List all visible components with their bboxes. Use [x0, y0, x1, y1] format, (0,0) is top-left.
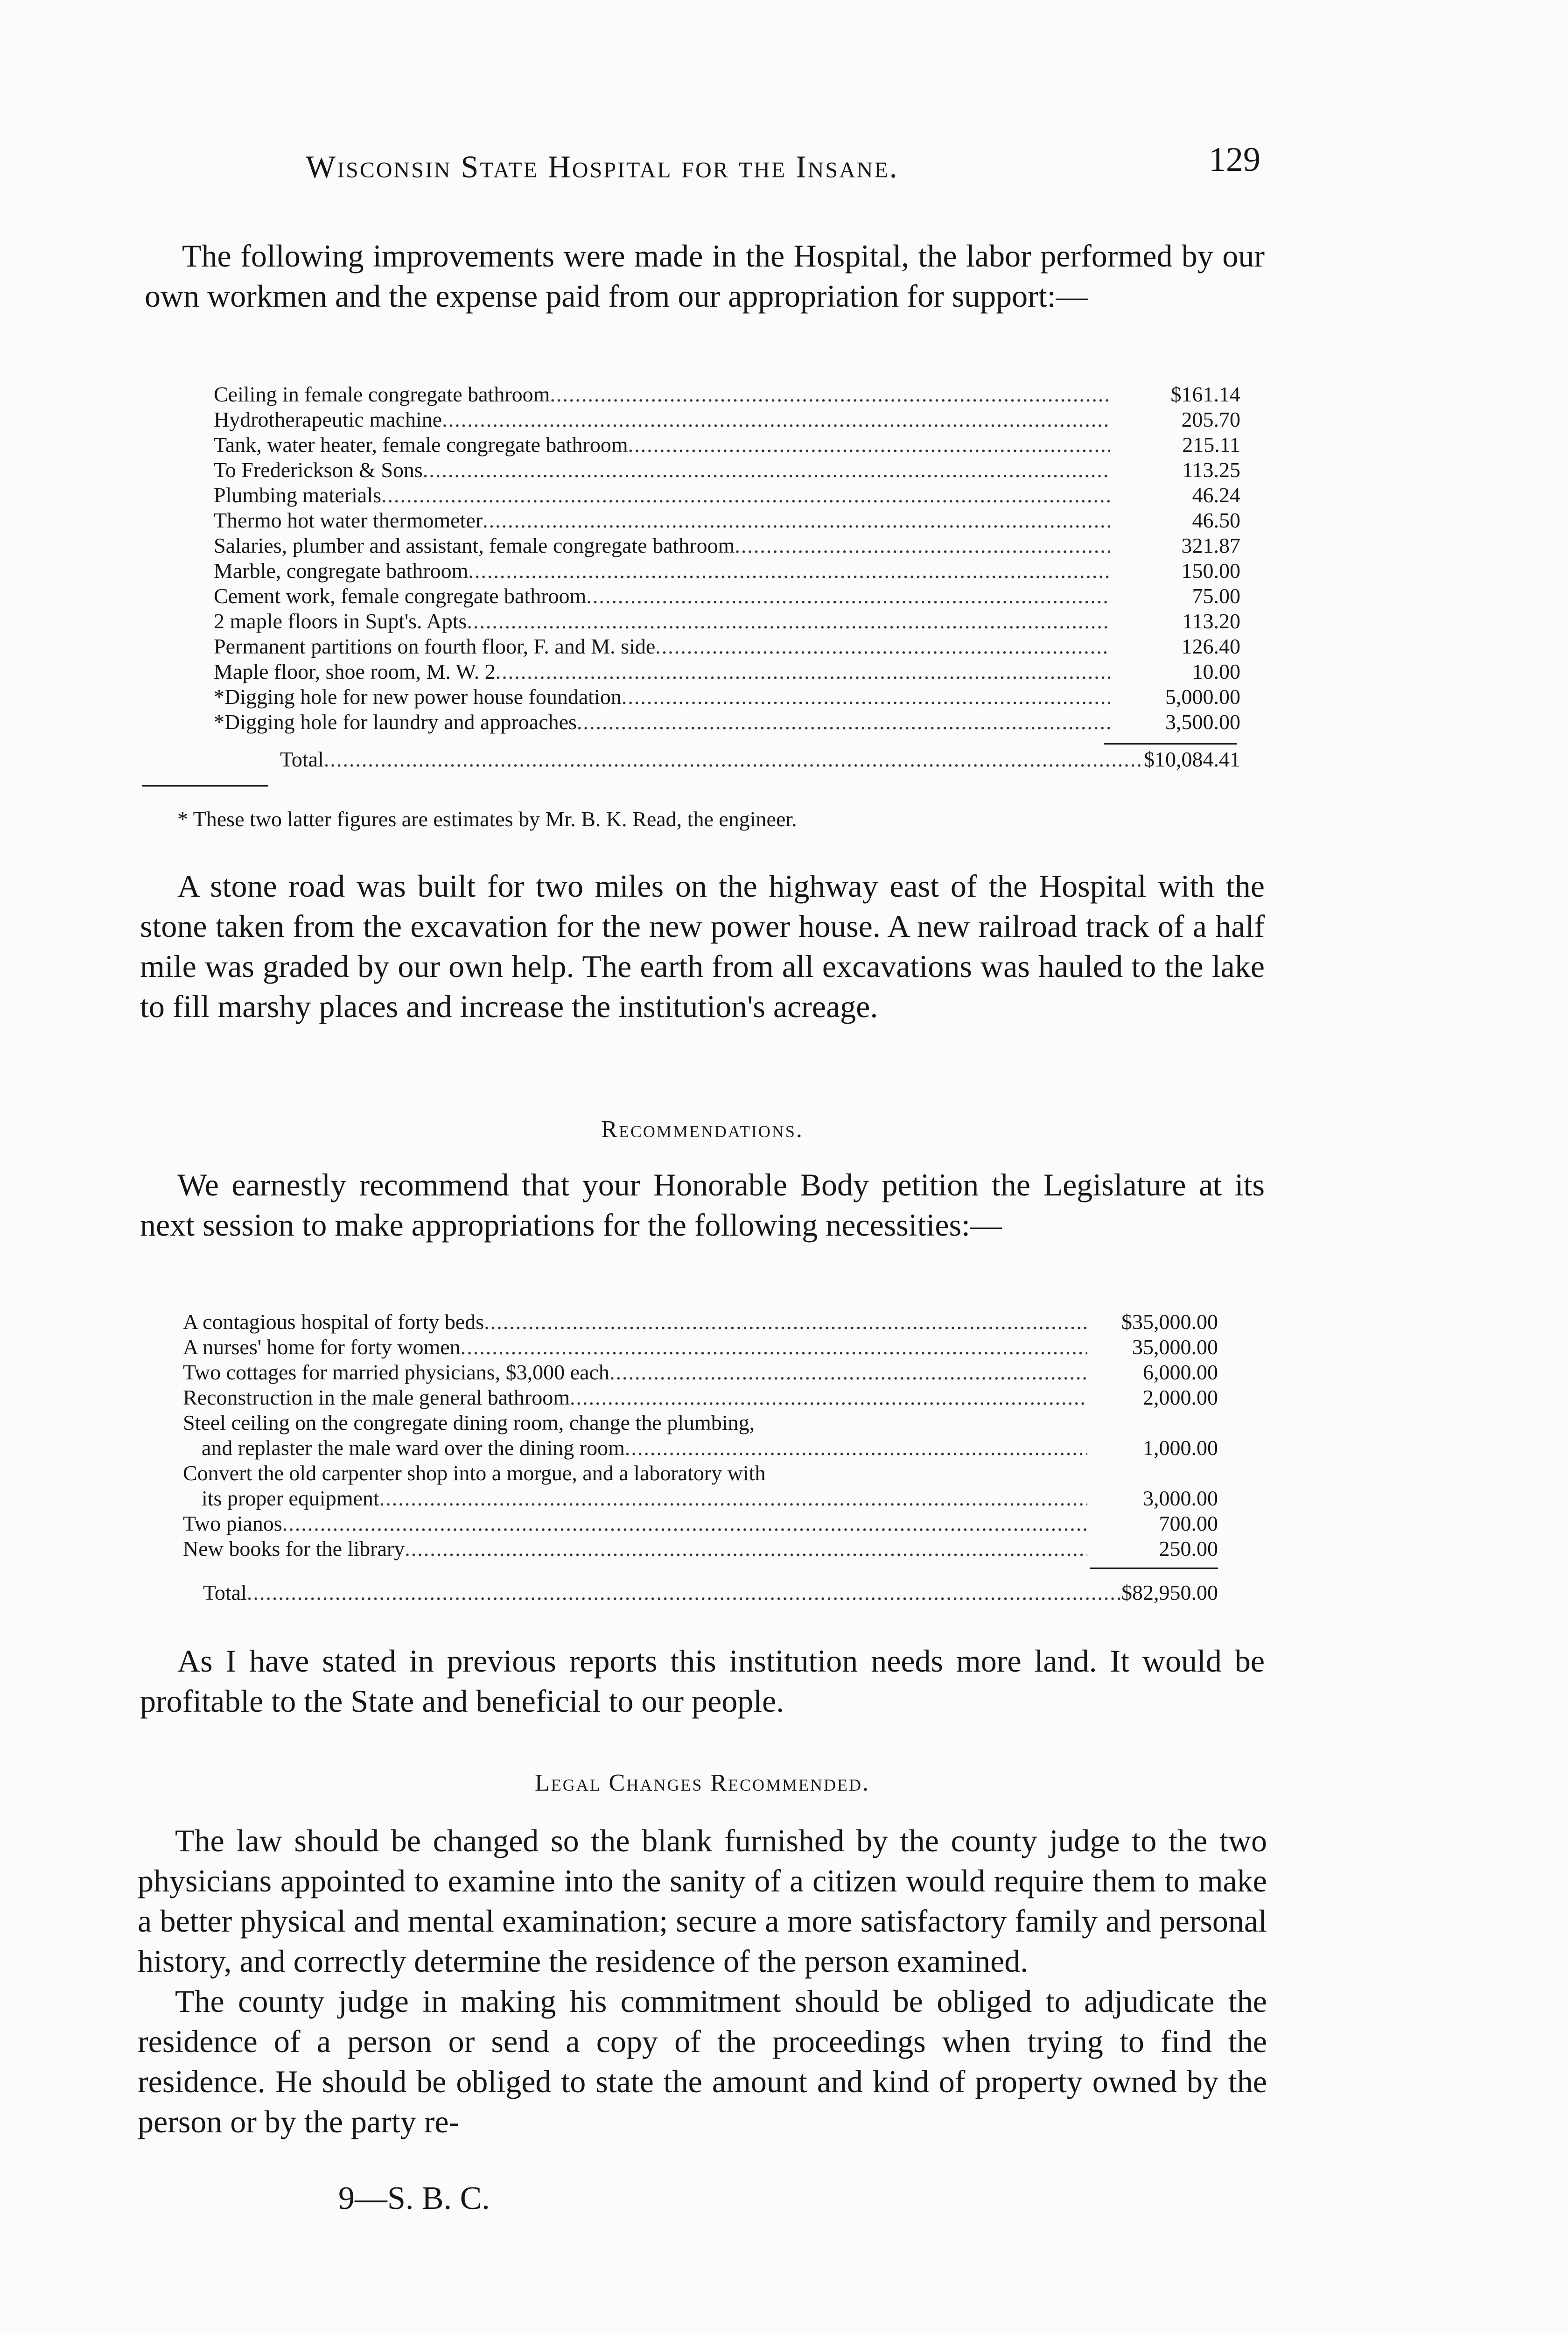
improvement-label: Ceiling in female congregate bathroom [214, 382, 550, 406]
leader-dots [379, 1486, 1087, 1511]
leader-dots [405, 1536, 1087, 1561]
recommendations-total-label: Total [203, 1581, 247, 1604]
leader-dots [609, 1360, 1087, 1385]
improvement-amount: 46.24 [1192, 483, 1240, 507]
recommendation-label: Two pianos [183, 1511, 282, 1535]
leader-dots [247, 1580, 1121, 1605]
improvement-amount: 3,500.00 [1165, 710, 1240, 734]
recommendations-list [183, 1309, 1218, 1561]
stone-road-paragraph-text: A stone road was built for two miles on the highway east of the Hospital with the stone taken from the excavation for the new power house. A new railroad track of a half mile was graded by our own help. The earth from all excavations was hauled to the lake to fill marshy places and increase the institution's acreage. [140, 868, 1265, 1024]
improvements-list [214, 382, 1240, 735]
recommendation-label: Reconstruction in the male general bathroom [183, 1385, 570, 1409]
improvement-label: 2 maple floors in Supt's. Apts [214, 609, 467, 633]
improvement-amount: 126.40 [1181, 634, 1240, 658]
improvement-row [214, 483, 1240, 508]
legal-changes-heading: Legal Changes Recommended. [534, 1770, 870, 1796]
improvement-row [214, 407, 1240, 432]
improvements-total-label: Total [280, 747, 324, 771]
improvement-amount: 46.50 [1192, 508, 1240, 532]
leader-dots [735, 533, 1110, 558]
intro-paragraph [145, 236, 1265, 316]
improvements-total-row [280, 747, 1240, 772]
improvement-label: Tank, water heater, female congregate bathroom [214, 433, 628, 457]
leader-dots [625, 1435, 1087, 1461]
recommendation-label: New books for the library [183, 1537, 405, 1561]
improvement-label: Hydrotherapeutic machine [214, 408, 442, 431]
recommendation-label: Two cottages for married physicians, $3,000 each [183, 1360, 609, 1384]
improvement-row [214, 457, 1240, 483]
improvement-amount: 113.20 [1182, 609, 1240, 633]
recommendation-row [183, 1461, 1218, 1486]
leader-dots [655, 634, 1110, 659]
recommendation-row [183, 1385, 1218, 1410]
recommendation-row [183, 1360, 1218, 1385]
recommendation-label: Convert the old carpenter shop into a morgue, and a laboratory with [183, 1461, 766, 1485]
improvement-label: Plumbing materials [214, 483, 382, 507]
land-paragraph [140, 1641, 1265, 1721]
recommendations-total-row [203, 1580, 1218, 1605]
recommendation-row [183, 1435, 1218, 1461]
recommendation-amount: 3,000.00 [1143, 1486, 1218, 1510]
improvement-row [214, 659, 1240, 684]
leader-dots [622, 684, 1110, 710]
recommendations-total-rule [1090, 1568, 1218, 1569]
recommendation-row [183, 1309, 1218, 1335]
leader-dots [461, 1335, 1087, 1360]
leader-dots [570, 1385, 1087, 1410]
recommendations-heading: Recommendations. [601, 1116, 804, 1143]
improvement-amount: 10.00 [1192, 660, 1240, 683]
recommendation-label: its proper equipment [202, 1486, 379, 1510]
improvement-row [214, 432, 1240, 457]
land-paragraph-text: As I have stated in previous reports this institution needs more land. It would be profitable to the State and beneficial to our people. [140, 1643, 1265, 1719]
improvement-label: To Frederickson & Sons [214, 458, 423, 482]
recommendation-amount: $35,000.00 [1121, 1310, 1218, 1334]
leader-dots [381, 483, 1110, 508]
improvement-row [214, 508, 1240, 533]
improvement-row [214, 634, 1240, 659]
recommendation-amount: 700.00 [1159, 1511, 1218, 1535]
improvement-amount: 75.00 [1192, 584, 1240, 608]
improvement-label: *Digging hole for laundry and approaches [214, 710, 577, 734]
improvement-row [214, 584, 1240, 609]
improvement-row [214, 558, 1240, 584]
leader-dots [468, 558, 1110, 584]
leader-dots [467, 609, 1110, 634]
leader-dots [442, 407, 1110, 432]
stone-road-paragraph [140, 866, 1265, 1026]
recommendation-row [183, 1410, 1218, 1435]
improvement-label: Permanent partitions on fourth floor, F. and M. side [214, 634, 656, 658]
improvement-label: Salaries, plumber and assistant, female congregate bathroom [214, 534, 735, 557]
improvement-label: Cement work, female congregate bathroom [214, 584, 587, 608]
leader-dots [423, 457, 1110, 483]
footnote: * These two latter figures are estimates by Mr. B. K. Read, the engineer. [177, 807, 797, 831]
leader-dots [282, 1511, 1087, 1536]
improvement-label: *Digging hole for new power house foundation [214, 685, 622, 709]
leader-dots [586, 584, 1110, 609]
recommendation-label: A contagious hospital of forty beds [183, 1310, 484, 1334]
leader-dots [324, 747, 1144, 772]
recommendation-amount: 2,000.00 [1143, 1385, 1218, 1409]
leader-dots [484, 1309, 1087, 1335]
recommendation-row [183, 1486, 1218, 1511]
improvements-total-amount: $10,084.41 [1144, 747, 1240, 771]
improvement-label: Thermo hot water thermometer [214, 508, 483, 532]
recommendations-intro [140, 1165, 1265, 1245]
improvement-row [214, 609, 1240, 634]
recommendation-amount: 250.00 [1159, 1537, 1218, 1561]
legal-changes-body [138, 1821, 1267, 2142]
improvement-amount: 113.25 [1182, 458, 1240, 482]
recommendation-row [183, 1536, 1218, 1561]
improvements-total-rule [1104, 743, 1237, 745]
improvement-label: Marble, congregate bathroom [214, 559, 469, 583]
improvement-amount: $161.14 [1170, 382, 1240, 406]
improvement-row [214, 533, 1240, 558]
improvement-amount: 150.00 [1181, 559, 1240, 583]
recommendations-intro-text: We earnestly recommend that your Honorable Body petition the Legislature at its next session to make appropriations for the following necessities:— [140, 1167, 1265, 1243]
leader-dots [550, 382, 1110, 407]
improvement-row [214, 710, 1240, 735]
leader-dots [496, 659, 1110, 684]
legal-changes-paragraph-1: The law should be changed so the blank furnished by the county judge to the two physicians appointed to examine into the sanity of a citizen would require them to make a better physical and mental examination; secure a more satisfactory family and personal history, and correctly determine the residence of the person examined. [138, 1823, 1267, 1979]
improvement-row [214, 382, 1240, 407]
recommendation-amount: 6,000.00 [1143, 1360, 1218, 1384]
intro-paragraph-text: The following improvements were made in the Hospital, the labor performed by our own workmen and the expense paid from our appropriation for support:— [145, 238, 1265, 314]
legal-changes-paragraph-2: The county judge in making his commitment should be obliged to adjudicate the residence of a person or send a copy of the proceedings when trying to find the residence. He should be obliged to state the amount and kind of property owned by the person or by the party re- [138, 1983, 1267, 2139]
recommendation-amount: 35,000.00 [1132, 1335, 1218, 1359]
recommendation-row [183, 1511, 1218, 1536]
leader-dots [483, 508, 1110, 533]
page-number: 129 [1209, 141, 1260, 179]
recommendations-total-amount: $82,950.00 [1121, 1581, 1218, 1604]
recommendation-amount: 1,000.00 [1143, 1436, 1218, 1460]
footnote-rule [142, 785, 268, 787]
leader-dots [628, 432, 1110, 457]
improvement-amount: 205.70 [1181, 408, 1240, 431]
recommendation-label: Steel ceiling on the congregate dining room, change the plumbing, [183, 1411, 755, 1434]
signature-mark: 9—S. B. C. [338, 2180, 490, 2216]
improvement-amount: 321.87 [1181, 534, 1240, 557]
improvement-amount: 215.11 [1182, 433, 1240, 457]
running-head: Wisconsin State Hospital for the Insane. [306, 149, 899, 184]
improvement-amount: 5,000.00 [1165, 685, 1240, 709]
recommendation-label: and replaster the male ward over the dining room [202, 1436, 625, 1460]
improvement-label: Maple floor, shoe room, M. W. 2 [214, 660, 496, 683]
leader-dots [577, 710, 1110, 735]
improvement-row [214, 684, 1240, 710]
recommendation-label: A nurses' home for forty women [183, 1335, 461, 1359]
recommendation-row [183, 1335, 1218, 1360]
